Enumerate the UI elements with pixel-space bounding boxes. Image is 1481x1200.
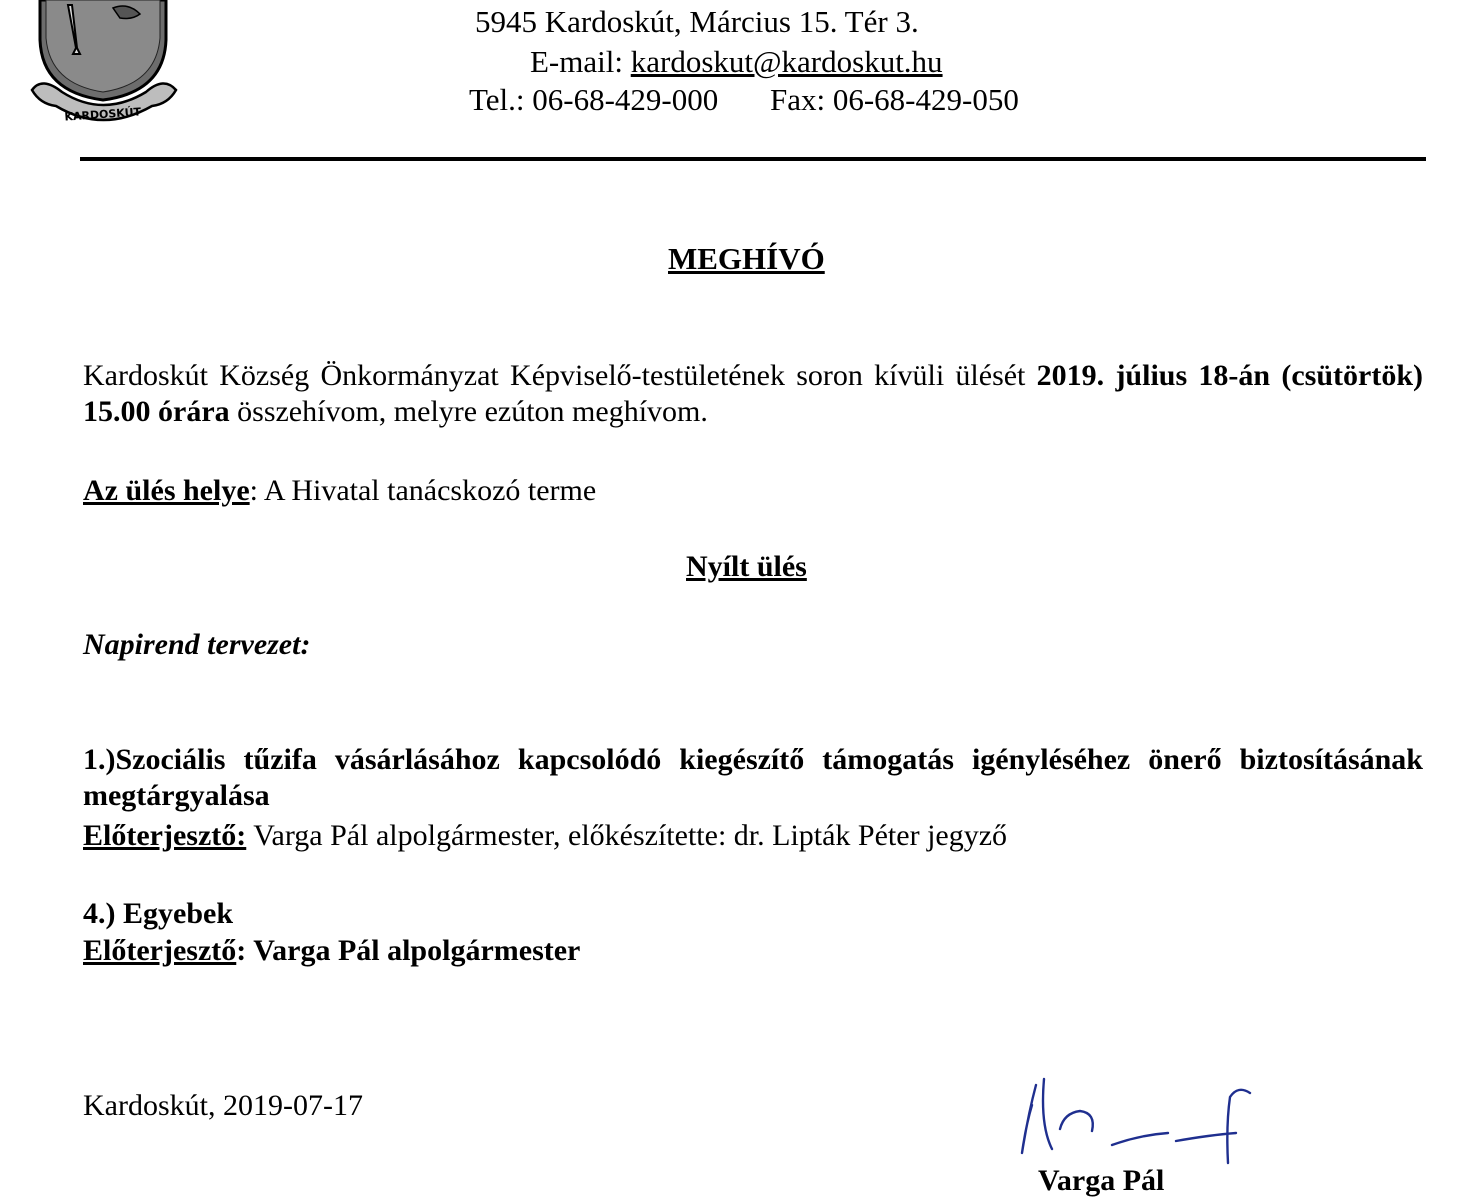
place-date: Kardoskút, 2019-07-17 [83, 1089, 363, 1122]
agenda-title: Napirend tervezet: [83, 628, 311, 661]
header-email-line [530, 44, 943, 80]
presenter-text: Varga Pál alpolgármester, előkészítette: dr. Lipták Péter jegyző [246, 819, 1008, 852]
presenter-label: Előterjesztő [83, 934, 237, 967]
agenda-item-4-title: 4.) Egyebek [83, 897, 233, 930]
document-title: MEGHÍVÓ [668, 241, 825, 276]
signature [1000, 1065, 1270, 1175]
venue-line [83, 473, 596, 509]
presenter-text: : Varga Pál alpolgármester [236, 934, 581, 967]
header-divider [80, 157, 1426, 161]
invitation-text-end: összehívom, melyre ezúton meghívom. [229, 395, 708, 428]
session-type: Nyílt ülés [686, 550, 807, 583]
agenda-item-1-title: 1.)Szociális tűzifa vásárlásához kapcsolódó kiegészítő támogatás igényléséhez önerő biztosításának megtárgyalása [83, 743, 1423, 812]
email-link[interactable]: kardoskut@kardoskut.hu [630, 44, 943, 79]
signatory-name: Varga Pál [1038, 1164, 1165, 1197]
crest-logo [28, 0, 178, 140]
crest-banner-text: KARDOSKÚT [64, 105, 142, 124]
venue-label: Az ülés helye [83, 474, 250, 507]
invitation-text-start: Kardoskút Község Önkormányzat Képviselő-testületének soron kívüli ülését [83, 359, 1037, 392]
invitation-paragraph [83, 358, 1423, 430]
email-label: E-mail: [530, 44, 631, 79]
agenda-item-1-presenter [83, 818, 1007, 854]
agenda-item-4-presenter [83, 933, 580, 969]
venue-text: : A Hivatal tanácskozó terme [249, 474, 597, 507]
presenter-label: Előterjesztő: [83, 819, 247, 852]
header-tel: Tel.: 06-68-429-000 [469, 82, 719, 117]
invitation-date: 2019. július 18-án (csütörtök) 15.00 órára [83, 359, 1423, 428]
header-address: 5945 Kardoskút, Március 15. Tér 3. [475, 4, 919, 39]
header-fax: Fax: 06-68-429-050 [770, 82, 1019, 117]
